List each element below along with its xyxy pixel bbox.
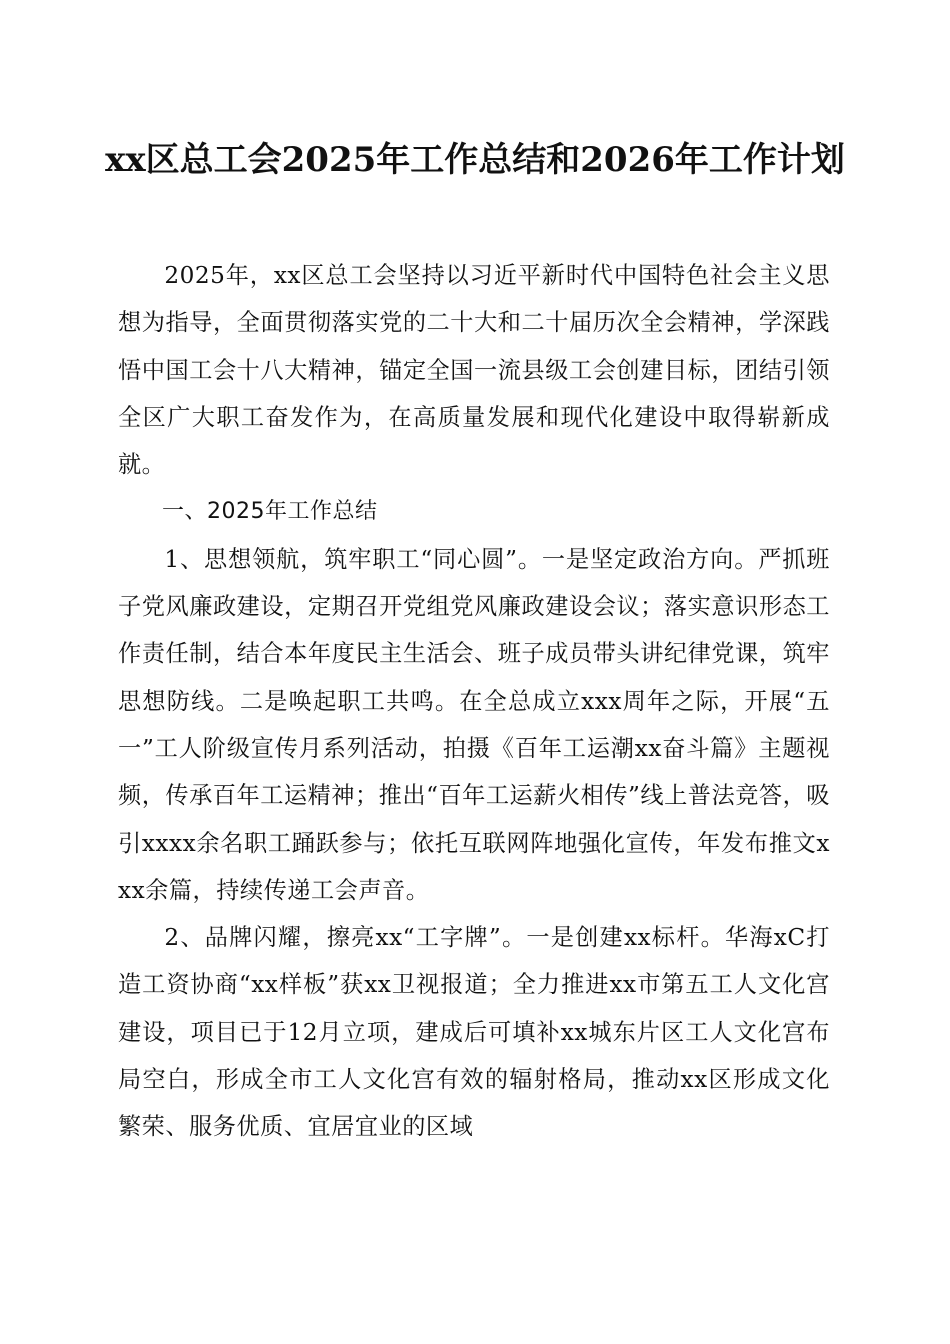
document-body bbox=[118, 252, 830, 1151]
section-heading-work-summary: 一、2025年工作总结 bbox=[162, 499, 378, 525]
intro-paragraph: 2025年，xx区总工会坚持以习近平新时代中国特色社会主义思想为指导，全面贯彻落实党的二十大和二十届历次全会精神，学深践悟中国工会十八大精神，锚定全国一流县级工会创建目标，团结引领全区广大职工奋发作为，在高质量发展和现代化建设中取得崭新成就。 bbox=[118, 262, 830, 479]
document-title: xx区总工会2025年工作总结和2026年工作计划 bbox=[105, 140, 845, 180]
paragraph-item-1: 1、思想领航，筑牢职工“同心圆”。一是坚定政治方向。严抓班子党风廉政建设，定期召开党组党风廉政建设会议；落实意识形态工作责任制，结合本年度民主生活会、班子成员带头讲纪律党课，筑牢思想防线。二是唤起职工共鸣。在全总成立xxx周年之际，开展“五一”工人阶级宣传月系列活动，拍摄《百年工运潮xx奋斗篇》主题视频，传承百年工运精神；推出“百年工运薪火相传”线上普法竞答，吸引xxxx余名职工踊跃参与；依托互联网阵地强化宣传，年发布推文xxx余篇，持续传递工会声音。 bbox=[118, 545, 830, 904]
paragraph-item-2: 2、品牌闪耀，擦亮xx“工字牌”。一是创建xx标杆。华海xC打造工资协商“xx样板”获xx卫视报道；全力推进xx市第五工人文化宫建设，项目已于12月立项，建成后可填补xx城东片区工人文化宫布局空白，形成全市工人文化宫有效的辐射格局，推动xx区形成文化繁荣、服务优质、宜居宜业的区域 bbox=[118, 924, 830, 1141]
